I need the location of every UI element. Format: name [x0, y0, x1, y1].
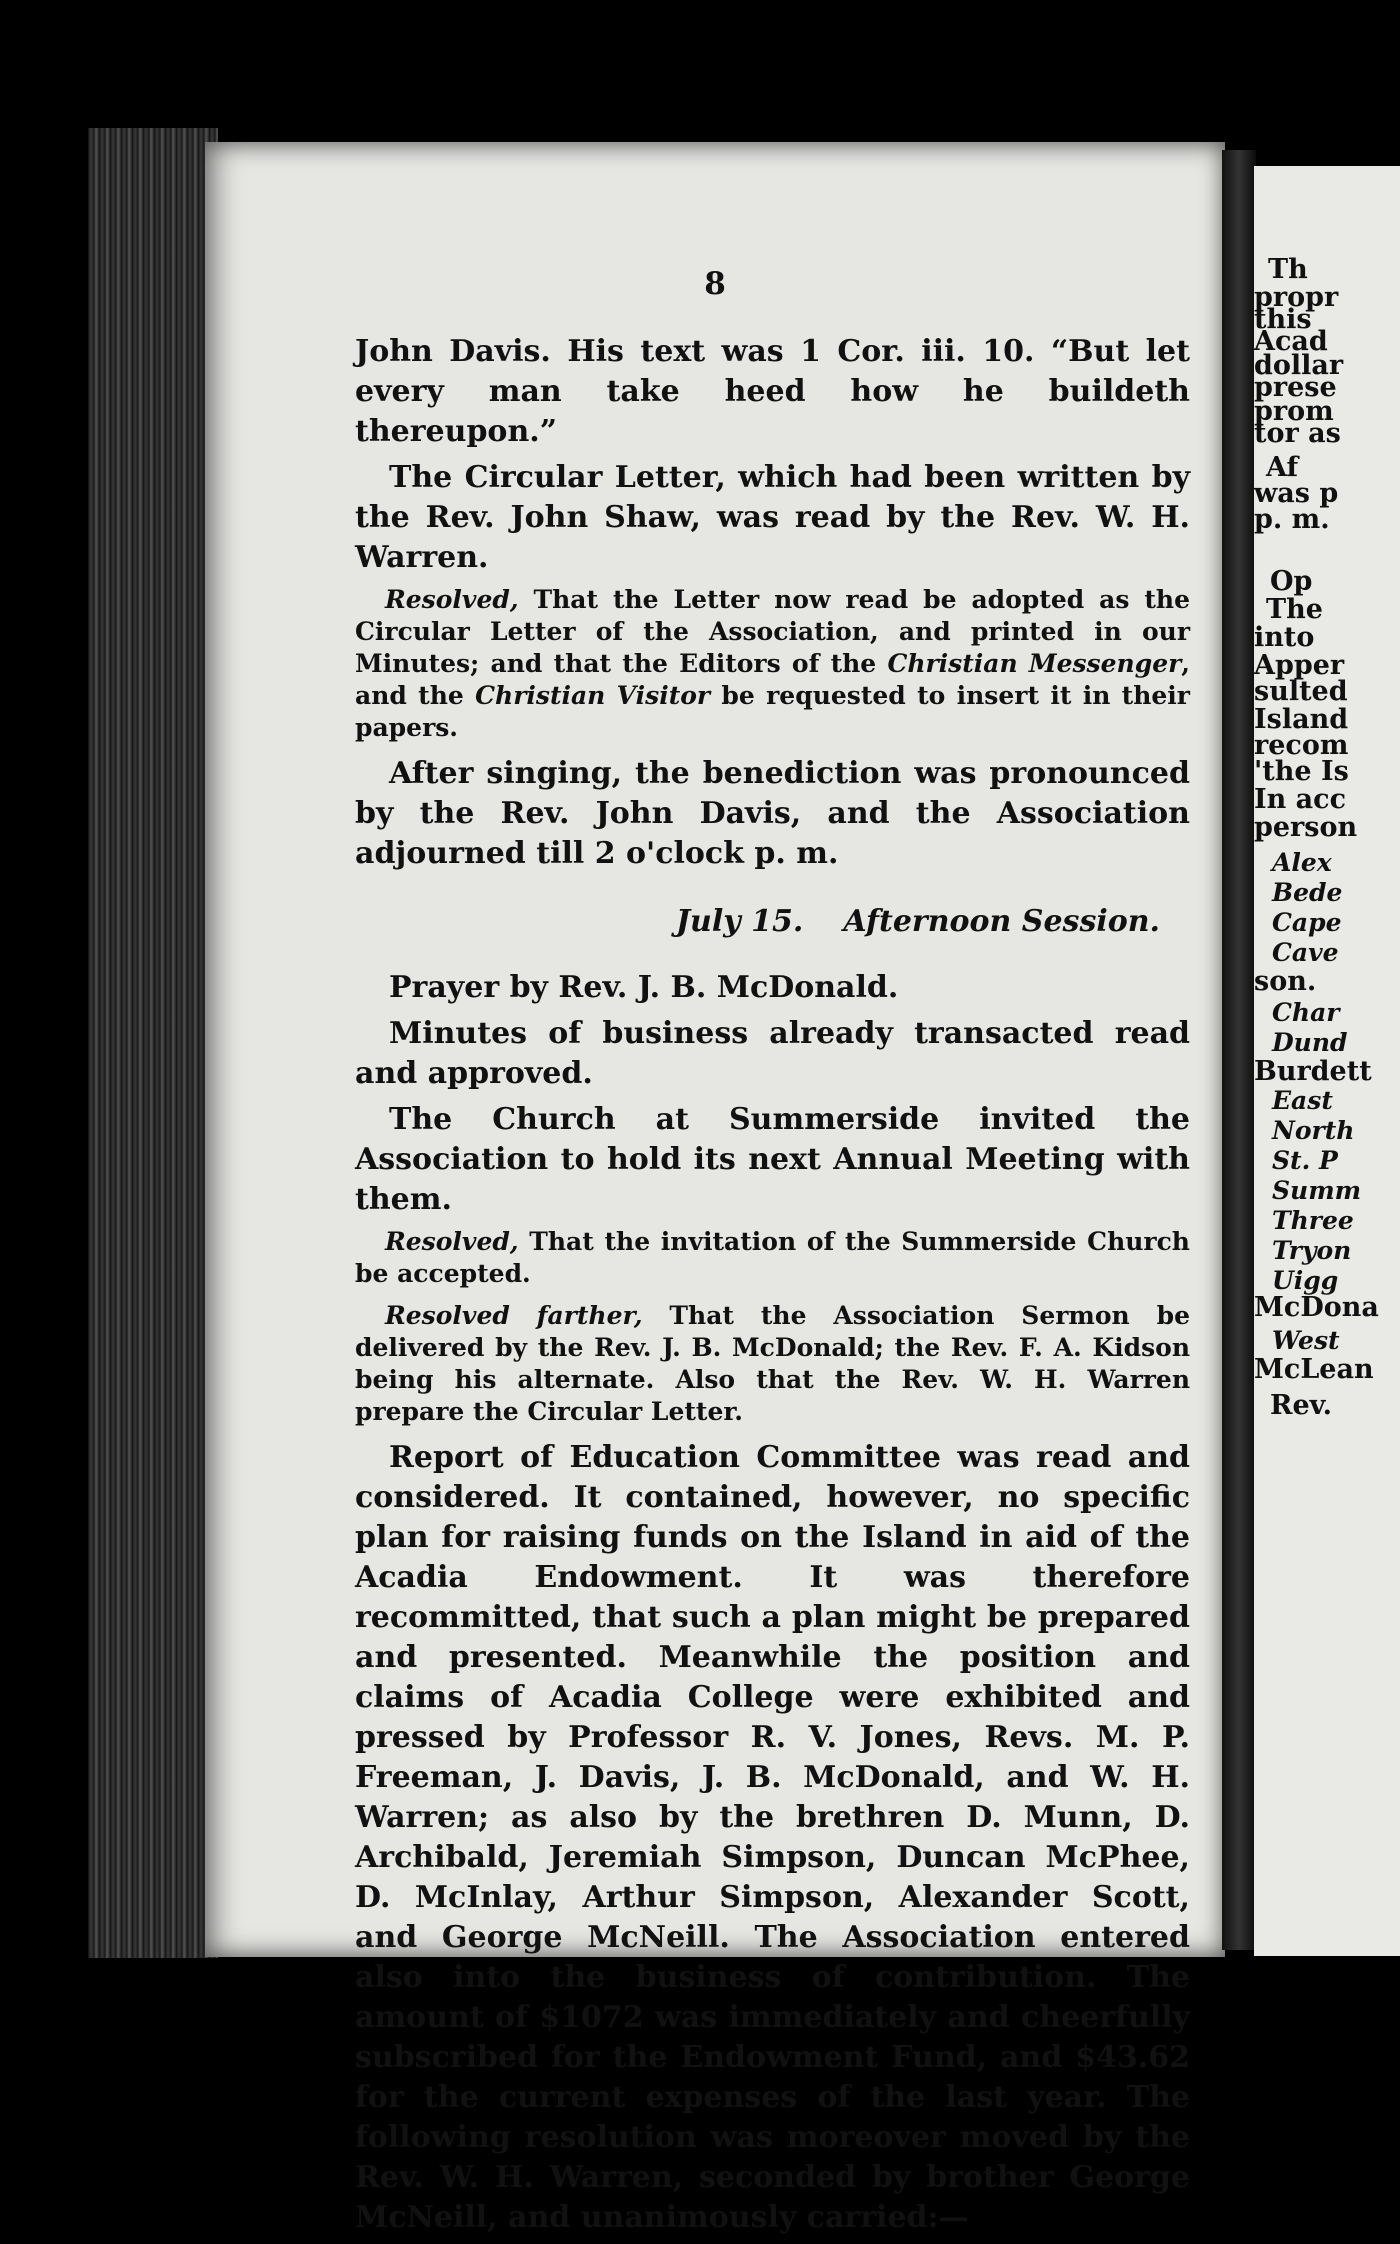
facing-page-line: tor as: [1254, 418, 1341, 449]
session-date: July 15.: [675, 904, 804, 939]
facing-page-line: Cape: [1272, 908, 1342, 937]
facing-page-line: person: [1254, 812, 1358, 843]
paragraph: The Circular Letter, which had been written by the Rev. John Shaw, was read by the Rev. W. H. Warren.: [355, 460, 1190, 575]
resolution: [355, 584, 1190, 744]
facing-page-line: East: [1272, 1086, 1333, 1115]
facing-page-line: Op: [1270, 566, 1313, 597]
facing-page-line: West: [1272, 1326, 1340, 1355]
book-binding-edge: [88, 128, 218, 1958]
facing-page-line: p. m.: [1254, 504, 1330, 535]
facing-page-line: recom: [1254, 730, 1349, 761]
session-name: Afternoon Session.: [843, 904, 1160, 939]
resolution-text: be requested to insert it in their papers.: [355, 681, 1190, 742]
resolution-lead: Resolved,: [385, 585, 519, 614]
facing-page-line: son.: [1254, 966, 1317, 997]
resolution-text: That the Letter now read be adopted as the Circular Letter of the Association, and printed in our Minutes; and that the Editors of the: [355, 585, 1190, 678]
facing-page-line: Island: [1254, 704, 1349, 735]
facing-page-line: McDona: [1254, 1292, 1379, 1323]
periodical-name: Christian Visitor: [475, 681, 711, 710]
page-gutter: [1222, 150, 1256, 1950]
resolution-lead: Resolved farther,: [385, 1301, 643, 1330]
page-text: [355, 332, 1190, 2244]
facing-page-line: The: [1266, 594, 1323, 625]
facing-page-line: Burdett: [1254, 1056, 1372, 1087]
periodical-name: Christian Messenger: [887, 649, 1182, 678]
facing-page-line: Rev.: [1270, 1390, 1332, 1421]
facing-page-line: Three: [1272, 1206, 1354, 1235]
facing-page-line: Acad: [1254, 326, 1328, 357]
resolution: [355, 1226, 1190, 1290]
facing-page-line: sulted: [1254, 676, 1348, 707]
facing-page-line: McLean: [1254, 1354, 1374, 1385]
paragraph: The Church at Summerside invited the Association to hold its next Annual Meeting with them.: [355, 1102, 1190, 1217]
resolution-text: That the Association Sermon be delivered by the Rev. J. B. McDonald; the Rev. F. A. Kidson being his alternate. Also that the Rev. W. H. Warren prepare the Circular Letter.: [355, 1301, 1191, 1426]
facing-page-line: Apper: [1254, 650, 1345, 681]
paragraph: Prayer by Rev. J. B. McDonald.: [389, 970, 899, 1005]
paragraph: Minutes of business already transacted read and approved.: [355, 1016, 1190, 1091]
paragraph: Report of Education Committee was read and considered. It contained, however, no specific plan for raising funds on the Island in aid of the Acadia Endowment. It was therefore recommitted, that such a plan might be prepared and presented. Meanwhile the position and claims of Acadia College were exhibited and pressed by Professor R. V. Jones, Revs. M. P. Freeman, J. Davis, J. B. McDonald, and W. H. Warren; as also by the brethren D. Munn, D. Archibald, Jeremiah Simpson, Duncan McPhee, D. McInlay, Arthur Simpson, Alexander Scott, and George McNeill. The Association entered also into the business of contribution. The amount of $1072 was immediately and cheerfully subscribed for the Endowment Fund, and $43.62 for the current expenses of the last year. The following resolution was moreover moved by the Rev. W. H. Warren, seconded by brother George McNeill, and unanimously carried:—: [355, 1440, 1190, 2235]
session-heading: [355, 902, 1160, 942]
facing-page-line: Bede: [1272, 878, 1343, 907]
resolution-lead: Resolved,: [385, 1227, 519, 1256]
facing-page-line: Af: [1266, 452, 1299, 483]
facing-page-line: this: [1254, 304, 1312, 335]
facing-page-line: Cave: [1272, 938, 1339, 967]
paragraph: After singing, the benediction was pronounced by the Rev. John Davis, and the Association adjourned till 2 o'clock p. m.: [355, 756, 1190, 871]
facing-page-line: propr: [1254, 282, 1339, 313]
facing-page-line: North: [1272, 1116, 1355, 1145]
paragraph: John Davis. His text was 1 Cor. iii. 10. “But let every man take heed how he buildeth thereupon.”: [355, 334, 1190, 449]
resolution-text: , and the: [355, 649, 1190, 710]
facing-page-line: prese: [1254, 372, 1337, 403]
facing-page-fragment: [1254, 166, 1400, 1956]
facing-page-line: Uigg: [1272, 1266, 1339, 1295]
facing-page-line: was p: [1254, 478, 1339, 509]
facing-page-line: Summ: [1272, 1176, 1362, 1205]
facing-page-line: Alex: [1272, 848, 1332, 877]
facing-page-line: prom: [1254, 396, 1334, 427]
facing-page-line: Tryon: [1272, 1236, 1352, 1265]
facing-page-line: 'the Is: [1254, 756, 1349, 787]
resolution: [355, 1300, 1190, 1428]
page-number: 8: [704, 266, 726, 302]
facing-page-line: into: [1254, 622, 1315, 653]
facing-page-line: Th: [1268, 254, 1308, 285]
facing-page-line: St. P: [1272, 1146, 1338, 1175]
facing-page-line: dollar: [1254, 350, 1344, 381]
left-page: [205, 142, 1225, 2235]
facing-page-line: Char: [1272, 998, 1340, 1027]
facing-page-line: Dund: [1272, 1028, 1348, 1057]
facing-page-line: In acc: [1254, 784, 1347, 815]
resolution-text: That the invitation of the Summerside Church be accepted.: [355, 1227, 1190, 1288]
